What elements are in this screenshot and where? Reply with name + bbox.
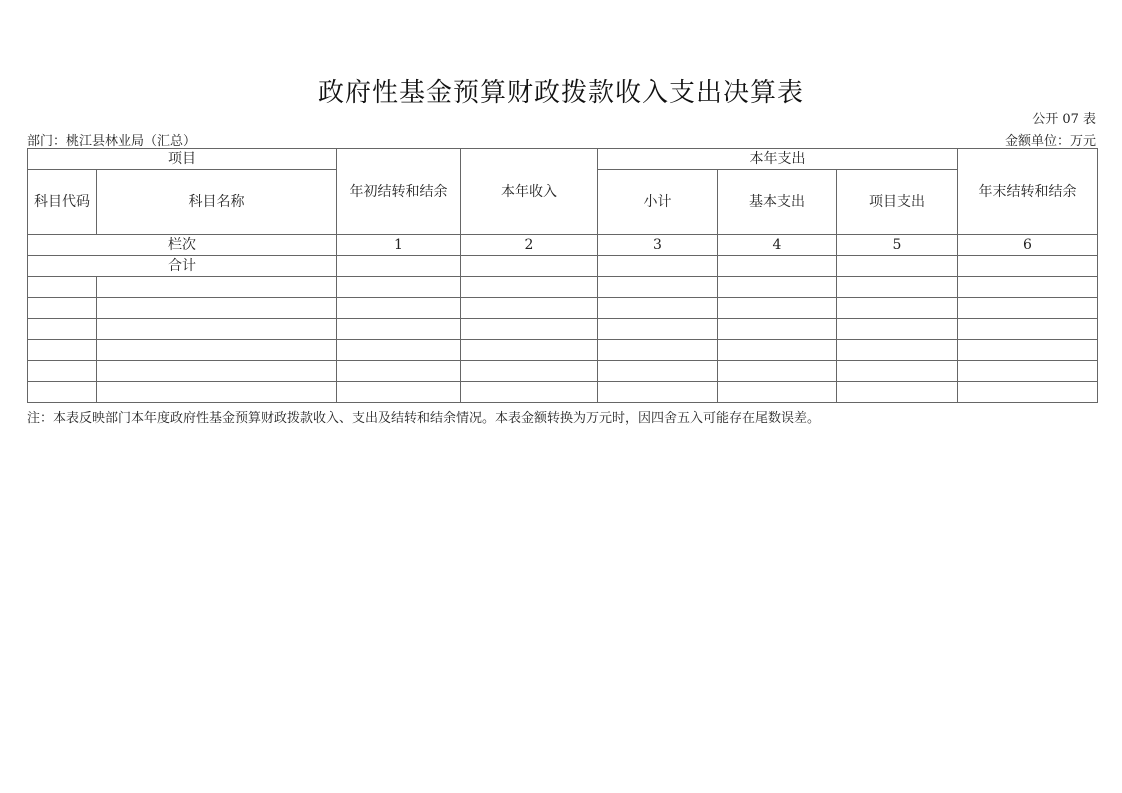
table-cell [337, 298, 461, 319]
table-cell [28, 361, 97, 382]
column-index-row [28, 235, 1098, 256]
table-cell [718, 361, 837, 382]
footnote: 注：本表反映部门本年度政府性基金预算财政拨款收入、支出及结转和结余情况。本表金额转换为万元时，因四舍五入可能存在尾数误差。 [27, 411, 821, 426]
table-cell [718, 319, 837, 340]
column-number: 1 [337, 235, 461, 256]
form-number: 公开 07 表 [1032, 112, 1096, 127]
header-item: 项目 [28, 149, 337, 170]
total-cell [337, 256, 461, 277]
table-cell [461, 277, 598, 298]
table-cell [958, 298, 1098, 319]
table-cell [837, 340, 958, 361]
table-cell [461, 340, 598, 361]
column-number: 2 [461, 235, 598, 256]
column-number: 6 [958, 235, 1098, 256]
table-cell [97, 361, 337, 382]
page-title: 政府性基金预算财政拨款收入支出决算表 [317, 78, 804, 108]
header-expenditure: 本年支出 [598, 149, 958, 170]
column-number: 4 [718, 235, 837, 256]
header-subject-name: 科目名称 [97, 170, 337, 235]
table-cell [598, 319, 718, 340]
table-row [28, 298, 1098, 319]
column-number: 3 [598, 235, 718, 256]
table-cell [337, 382, 461, 403]
table-cell [461, 298, 598, 319]
table-row [28, 277, 1098, 298]
total-cell [461, 256, 598, 277]
table-cell [718, 382, 837, 403]
header-subtotal: 小计 [598, 170, 718, 235]
header-closing-balance: 年末结转和结余 [958, 149, 1098, 235]
column-number: 5 [837, 235, 958, 256]
table-cell [958, 340, 1098, 361]
table-cell [837, 361, 958, 382]
table-cell [97, 277, 337, 298]
table-cell [837, 277, 958, 298]
table-cell [598, 298, 718, 319]
table-cell [718, 298, 837, 319]
table-cell [958, 277, 1098, 298]
table-cell [97, 340, 337, 361]
header-basic-expenditure: 基本支出 [718, 170, 837, 235]
total-cell [598, 256, 718, 277]
table-cell [958, 382, 1098, 403]
header-subject-code: 科目代码 [28, 170, 97, 235]
table-cell [461, 361, 598, 382]
table-cell [837, 319, 958, 340]
table-cell [461, 382, 598, 403]
table-cell [718, 340, 837, 361]
table-row [28, 319, 1098, 340]
table-cell [837, 298, 958, 319]
table-cell [28, 340, 97, 361]
table-cell [461, 319, 598, 340]
table-cell [337, 361, 461, 382]
header-opening-balance: 年初结转和结余 [337, 149, 461, 235]
table-cell [28, 298, 97, 319]
table-cell [97, 382, 337, 403]
table-cell [598, 340, 718, 361]
table-cell [28, 319, 97, 340]
table-cell [958, 361, 1098, 382]
table-cell [28, 277, 97, 298]
table-cell [837, 382, 958, 403]
table-cell [718, 277, 837, 298]
total-cell [718, 256, 837, 277]
table-cell [28, 382, 97, 403]
table-cell [958, 319, 1098, 340]
department-label: 部门：桃江县林业局（汇总） [27, 134, 197, 149]
table-cell [598, 277, 718, 298]
table-row [28, 382, 1098, 403]
amount-unit-label: 金额单位：万元 [1004, 134, 1096, 149]
table-cell [97, 298, 337, 319]
table-cell [598, 361, 718, 382]
total-label: 合计 [28, 256, 337, 277]
header-project-expenditure: 项目支出 [837, 170, 958, 235]
table-row [28, 340, 1098, 361]
column-index-label: 栏次 [28, 235, 337, 256]
final-accounts-table [27, 148, 1098, 403]
total-row [28, 256, 1098, 277]
total-cell [837, 256, 958, 277]
table-cell [337, 340, 461, 361]
table-cell [337, 319, 461, 340]
table-cell [598, 382, 718, 403]
table-cell [97, 319, 337, 340]
table-row [28, 361, 1098, 382]
table-cell [337, 277, 461, 298]
total-cell [958, 256, 1098, 277]
header-income: 本年收入 [461, 149, 598, 235]
